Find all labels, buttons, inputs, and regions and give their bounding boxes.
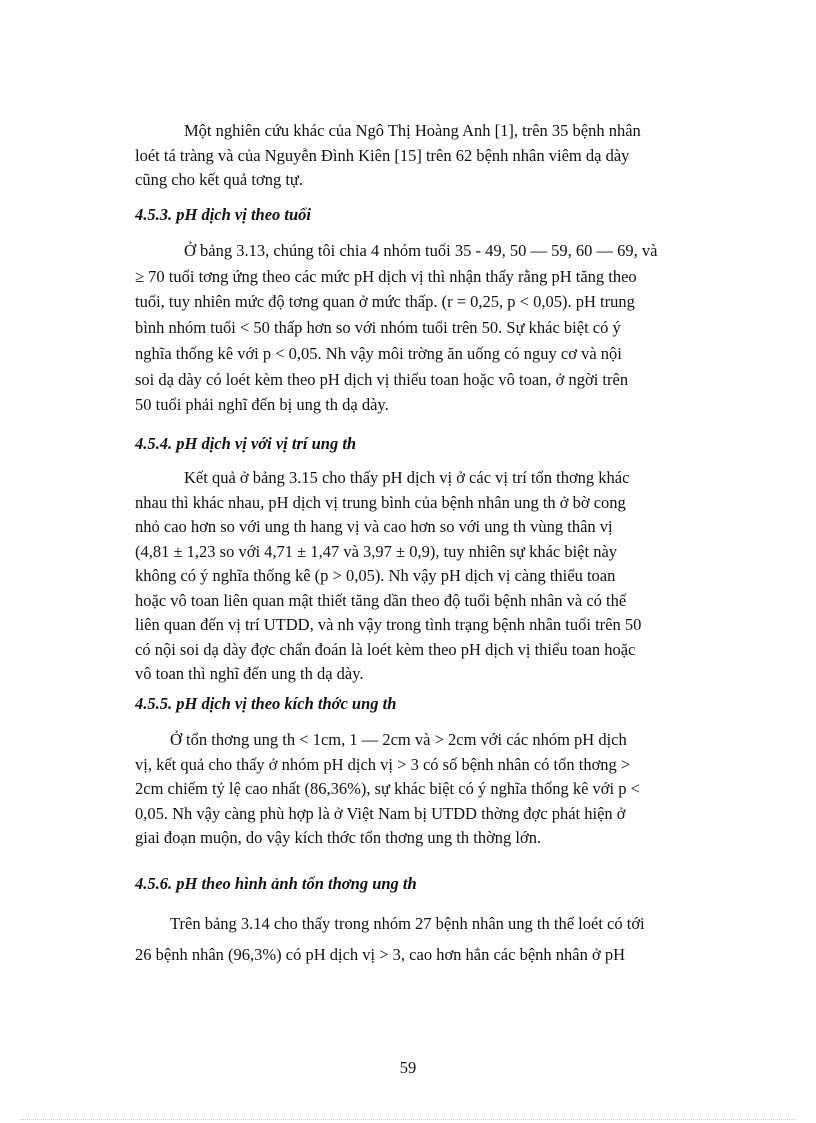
paragraph-ph-location — [135, 466, 739, 687]
text-line: Một nghiên cứu khác của Ngô Thị Hoàng Anh [1], trên 35 bệnh nhân — [184, 121, 641, 140]
text-line: nghĩa thống kê với p < 0,05. Nh vậy môi trờng ăn uống có nguy cơ và nội — [135, 343, 622, 363]
text-line: bình nhóm tuổi < 50 thấp hơn so với nhóm tuổi trên 50. Sự khác biệt có ý — [135, 318, 621, 338]
text-line: 26 bệnh nhân (96,3%) có pH dịch vị > 3, cao hơn hẳn các bệnh nhân ở pH — [135, 945, 625, 964]
text-line: cũng cho kết quả tơng tự. — [135, 170, 303, 189]
text-line: 0,05. Nh vậy càng phù hợp là ở Việt Nam bị UTDD thờng đợc phát hiện ở — [135, 803, 626, 823]
text-line: nhỏ cao hơn so với ung th hang vị và cao hơn so với ung th vùng thân vị — [135, 517, 613, 536]
text-line: vị, kết quả cho thấy ở nhóm pH dịch vị > 3 có số bệnh nhân có tổn thơng > — [135, 754, 631, 774]
text-line: có nội soi dạ dày đợc chẩn đoán là loét kèm theo pH dịch vị thiểu toan hoặc — [135, 639, 636, 659]
page-number: 59 — [399, 1058, 417, 1077]
text-line: Ở bảng 3.13, chúng tôi chia 4 nhóm tuổi 35 - 49, 50 — 59, 60 — 69, và — [184, 241, 658, 260]
text-line: 50 tuổi phải nghĩ đến bị ung th dạ dày. — [135, 395, 389, 415]
text-line: vô toan thì nghĩ đến ung th dạ dày. — [135, 664, 364, 683]
section-heading-4-5-3: 4.5.3. pH dịch vị theo tuổi — [135, 205, 312, 224]
paragraph-ph-size — [135, 728, 739, 851]
text-line: liên quan đến vị trí UTDD, và nh vậy trong tình trạng bệnh nhân tuổi trên 50 — [135, 615, 642, 634]
text-line: loét tá tràng và của Nguyễn Đình Kiên [15] trên 62 bệnh nhân viêm dạ dày — [135, 145, 630, 165]
section-heading-4-5-6: 4.5.6. pH theo hình ảnh tổn thơng ung th — [135, 874, 417, 893]
text-line: (4,81 ± 1,23 so với 4,71 ± 1,47 và 3,97 ± 0,9), tuy nhiên sự khác biệt này — [135, 541, 618, 561]
section-heading-4-5-5: 4.5.5. pH dịch vị theo kích thớc ung th — [135, 694, 397, 713]
text-line: hoặc vô toan liên quan mật thiết tăng dần theo độ tuổi bệnh nhân và có thể — [135, 590, 627, 610]
paragraph-ph-age — [135, 238, 739, 418]
section-heading-4-5-4: 4.5.4. pH dịch vị với vị trí ung th — [135, 434, 357, 453]
paragraph-ph-image — [135, 908, 739, 970]
page-bottom-rule — [20, 1119, 796, 1120]
text-line: soi dạ dày có loét kèm theo pH dịch vị thiểu toan hoặc vô toan, ở ngời trên — [135, 369, 629, 389]
text-line: 2cm chiếm tỷ lệ cao nhất (86,36%), sự khác biệt có ý nghĩa thống kê với p < — [135, 779, 640, 798]
text-line: không có ý nghĩa thống kê (p > 0,05). Nh vậy pH dịch vị càng thiểu toan — [135, 566, 616, 585]
text-line: tuổi, tuy nhiên mức độ tơng quan ở mức thấp. (r = 0,25, p < 0,05). pH trung — [135, 292, 635, 312]
text-line: nhau thì khác nhau, pH dịch vị trung bình của bệnh nhân ung th ở bờ cong — [135, 492, 626, 512]
text-line: giai đoạn muộn, do vậy kích thớc tổn thơng ung th thờng lớn. — [135, 828, 542, 847]
text-line: Trên bảng 3.14 cho thấy trong nhóm 27 bệnh nhân ung th thể loét có tới — [170, 914, 645, 933]
paragraph-intro — [135, 119, 739, 193]
text-line: Ở tổn thơng ung th < 1cm, 1 — 2cm và > 2cm với các nhóm pH dịch — [170, 730, 627, 749]
text-line: Kết quả ở bảng 3.15 cho thấy pH dịch vị ở các vị trí tổn thơng khác — [184, 468, 630, 487]
text-line: ≥ 70 tuổi tơng ứng theo các mức pH dịch vị thì nhận thấy rằng pH tăng theo — [135, 266, 637, 286]
